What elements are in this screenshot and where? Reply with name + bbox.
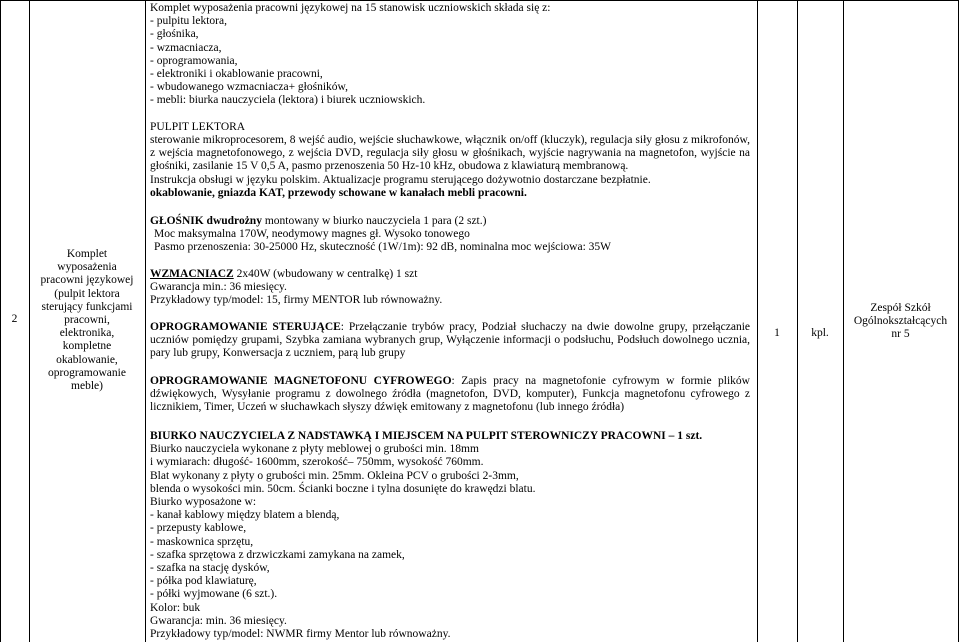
item-name-line: (pulpit lektora — [54, 287, 120, 300]
wzmacniacz-warranty: Gwarancja min.: 36 miesięcy. — [150, 281, 287, 294]
wzmacniacz-section — [150, 268, 442, 308]
intro-line: Komplet wyposażenia pracowni językowej na 15 stanowisk uczniowskich składa się z: — [150, 2, 551, 14]
glosnik-section — [150, 215, 611, 255]
item-name-line: Komplet — [66, 248, 108, 260]
biurko-line: - szafka na stację dysków, — [150, 562, 270, 575]
intro-line: - elektroniki i okablowanie pracowni, — [150, 68, 323, 81]
biurko-line: Biurko wyposażone w: — [150, 496, 257, 509]
biurko-line: Przykładowy typ/model: NWMR firmy Mentor lub równoważny. — [150, 628, 451, 641]
glosnik-heading: GŁOŚNIK dwudrożny — [150, 215, 262, 227]
biurko-section — [150, 430, 702, 641]
recipient-line: Ogólnokształcących — [853, 315, 948, 328]
item-name-line: pracowni językowej — [40, 274, 134, 287]
oprog-ster-text: : Przełączanie trybów pracy, Podział słuchaczy na dwie dowolne grupy, przełączanie uczniów pomiędzy grupami, Szybka zamiana wybranych grup, Wyłączenie informacji o podsłuchu, Podsłuch dowolnego ucznia, pary lub grupy, Konwersacja z uczniem, parą lub grupy — [150, 321, 750, 360]
biurko-line: - szafka sprzętowa z drzwiczkami zamykana na zamek, — [150, 548, 405, 561]
intro-line: - oprogramowania, — [150, 54, 238, 67]
unit: kpl. — [811, 327, 829, 339]
pulpit-heading: PULPIT LEKTORA — [150, 121, 246, 133]
pulpit-text: sterowanie mikroprocesorem, 8 wejść audio, wejście słuchawkowe, włącznik on/off (kluczyk), regulacja siły głosu z mikrofonów, z wejścia magnetofonowego, z wejścia DVD, regulacja siły głosu w głośnikach, wyjście nagrywania na magnetofon, wyjście na głośniki, zasilanie 15 V 0,5 A, pasmo przenoszenia 50 Hz-10 kHz, obudowa z klawiaturą membranową. — [150, 134, 750, 173]
item-name-line: elektronika, — [59, 327, 115, 340]
biurko-line: - półka pod klawiaturę, — [150, 575, 257, 588]
quantity: 1 — [774, 327, 780, 339]
item-name-line: pracowni, — [64, 314, 110, 327]
biurko-line: Biurko nauczyciela wykonane z płyty meblowej o grubości min. 18mm — [150, 443, 479, 456]
glosnik-heading-rest: montowany w biurko nauczyciela 1 para (2 szt.) — [261, 215, 487, 227]
biurko-line: i wymiarach: długość- 1600mm, szerokość– 750mm, wysokość 760mm. — [150, 456, 484, 469]
glosnik-power: Moc maksymalna 170W, neodymowy magnes gł. Wysoko tonowego — [154, 228, 470, 241]
intro-line: - wbudowanego wzmacniacza+ głośników, — [150, 81, 348, 94]
oprog-mag-heading: OPROGRAMOWANIE MAGNETOFONU CYFROWEGO — [150, 375, 452, 387]
biurko-line: blenda o wysokości min. 50cm. Ścianki boczne i tylna dosunięte do krawędzi blatu. — [150, 482, 536, 495]
biurko-line: - półki wyjmowane (6 szt.). — [150, 588, 278, 601]
intro-line: - głośnika, — [150, 28, 199, 41]
pulpit-cabling: okablowanie, gniazda KAT, przewody schowane w kanałach mebli pracowni. — [150, 186, 527, 199]
wzmacniacz-heading-rest: 2x40W (wbudowany w centralkę) 1 szt — [233, 268, 418, 280]
item-name-line: wyposażenia — [57, 261, 117, 274]
intro-line: - pulpitu lektora, — [150, 15, 227, 28]
oprog-mag-section — [150, 375, 750, 415]
biurko-line: Blat wykonany z płyty o grubości min. 25mm. Okleina PCV o grubości 2-3mm, — [150, 469, 519, 482]
biurko-line: Gwarancja: min. 36 miesięcy. — [150, 614, 287, 627]
item-name-line: kompletne — [62, 340, 112, 353]
intro-list — [150, 2, 550, 108]
glosnik-band: Pasmo przenoszenia: 30-25000 Hz, skuteczność (1W/1m): 92 dB, nominalna moc wejściowa: 35W — [154, 241, 612, 254]
biurko-line: - kanał kablowy między blatem a blendą, — [150, 509, 340, 522]
wzmacniacz-model: Przykładowy typ/model: 15, firmy MENTOR lub równoważny. — [150, 294, 443, 307]
recipient-line: nr 5 — [891, 328, 910, 341]
biurko-line: - przepusty kablowe, — [150, 522, 247, 535]
item-name — [29, 248, 145, 393]
item-name-line: oprogramowanie — [48, 366, 126, 379]
oprog-ster-heading: OPROGRAMOWANIE STERUJĄCE — [150, 321, 341, 333]
recipient-line: Zespół Szkół — [870, 302, 931, 314]
item-name-line: sterujący funkcjami — [41, 300, 133, 313]
intro-line: - mebli: biurka nauczyciela (lektora) i biurek uczniowskich. — [150, 94, 426, 107]
biurko-heading: BIURKO NAUCZYCIELA Z NADSTAWKĄ I MIEJSCEM NA PULPIT STEROWNICZY PRACOWNI – 1 szt. — [150, 430, 703, 442]
oprog-mag-text: : Zapis pracy na magnetofonie cyfrowym w formie plików dźwiękowych, Wysyłanie programu z dowolnego źródła (magnetofon, DVD, komputer), Funkcja magnetofonu cyfrowego z licznikiem, Timer, Uczeń w słuchawkach słyszy dźwięk emitowany z magnetofonu (lub innego źródła) — [150, 375, 750, 414]
biurko-line: Kolor: buk — [150, 601, 201, 614]
intro-line: - wzmacniacza, — [150, 41, 222, 54]
wzmacniacz-heading: WZMACNIACZ — [150, 268, 234, 280]
pulpit-description — [150, 134, 750, 200]
recipient — [843, 302, 958, 342]
biurko-line: - maskownica sprzętu, — [150, 535, 254, 548]
row-number: 2 — [11, 313, 18, 325]
item-name-line: okablowanie, — [56, 353, 118, 366]
oprog-ster-section — [150, 321, 750, 361]
pulpit-instruction: Instrukcja obsługi w języku polskim. Aktualizacje programu sterującego dożywotnio dostarczane bezpłatnie. — [150, 173, 651, 186]
item-name-line: meble) — [71, 380, 103, 393]
